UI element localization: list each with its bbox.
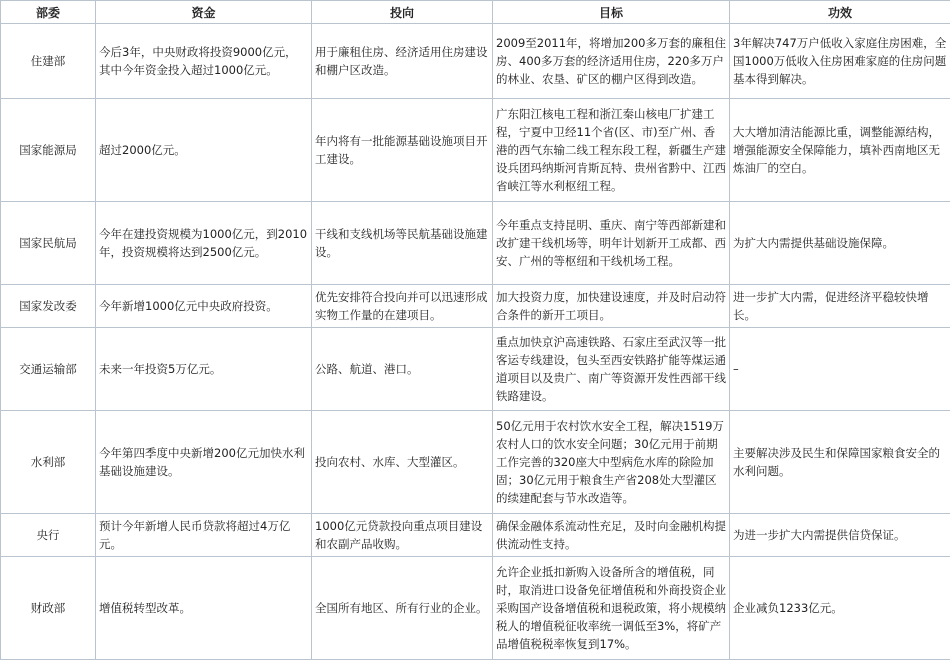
cell-effect: 为进一步扩大内需提供信贷保证。 [730,514,950,557]
cell-funds: 今年在建投资规模为1000亿元，到2010年，投资规模将达到2500亿元。 [96,202,312,285]
cell-direction: 投向农村、水库、大型灌区。 [312,411,493,514]
cell-direction: 干线和支线机场等民航基础设施建设。 [312,202,493,285]
table-row [1,557,950,660]
cell-dept: 国家民航局 [1,202,96,285]
cell-goal: 广东阳江核电工程和浙江秦山核电厂扩建工程，宁夏中卫经11个省(区、市)至广州、香港的西气东输二线工程东段工程，新疆生产建设兵团玛纳斯河肯斯瓦特、贵州省黔中、江西省峡江等水利枢纽工程。 [493,99,730,202]
cell-dept: 国家发改委 [1,285,96,328]
header-dept: 部委 [1,1,96,24]
table-row [1,285,950,328]
cell-effect: 大大增加清洁能源比重，调整能源结构，增强能源安全保障能力，填补西南地区无炼油厂的空白。 [730,99,950,202]
cell-effect: – [730,328,950,411]
cell-goal: 确保金融体系流动性充足，及时向金融机构提供流动性支持。 [493,514,730,557]
table-row [1,411,950,514]
cell-direction: 1000亿元贷款投向重点项目建设和农副产品收购。 [312,514,493,557]
cell-dept: 住建部 [1,24,96,99]
cell-goal: 允许企业抵扣新购入设备所含的增值税，同时，取消进口设备免征增值税和外商投资企业采购国产设备增值税和退税政策，将小规模纳税人的增值税征收率统一调低至3%，将矿产品增值税税率恢复到17%。 [493,557,730,660]
table-header-row [1,1,950,24]
cell-direction: 全国所有地区、所有行业的企业。 [312,557,493,660]
cell-effect: 主要解决涉及民生和保障国家粮食安全的水利问题。 [730,411,950,514]
cell-direction: 用于廉租住房、经济适用住房建设和棚户区改造。 [312,24,493,99]
cell-dept: 水利部 [1,411,96,514]
cell-dept: 财政部 [1,557,96,660]
cell-effect: 3年解决747万户低收入家庭住房困难，全国1000万低收入住房困难家庭的住房问题基本得到解决。 [730,24,950,99]
cell-dept: 交通运输部 [1,328,96,411]
header-goal: 目标 [493,1,730,24]
cell-funds: 未来一年投资5万亿元。 [96,328,312,411]
cell-funds: 超过2000亿元。 [96,99,312,202]
cell-goal: 2009至2011年，将增加200多万套的廉租住房、400多万套的经济适用住房，220多万户的林业、农垦、矿区的棚户区得到改造。 [493,24,730,99]
cell-funds: 预计今年新增人民币贷款将超过4万亿元。 [96,514,312,557]
cell-direction: 优先安排符合投向并可以迅速形成实物工作量的在建项目。 [312,285,493,328]
cell-funds: 今年第四季度中央新增200亿元加快水利基础设施建设。 [96,411,312,514]
header-direction: 投向 [312,1,493,24]
cell-goal: 50亿元用于农村饮水安全工程，解决1519万农村人口的饮水安全问题；30亿元用于前期工作完善的320座大中型病危水库的除险加固；30亿元用于粮食生产省208处大型灌区的续建配套与节水改造等。 [493,411,730,514]
cell-direction: 年内将有一批能源基础设施项目开工建设。 [312,99,493,202]
cell-goal: 今年重点支持昆明、重庆、南宁等西部新建和改扩建干线机场等，明年计划新开工成都、西安、广州的等枢纽和干线机场工程。 [493,202,730,285]
cell-direction: 公路、航道、港口。 [312,328,493,411]
cell-effect: 为扩大内需提供基础设施保障。 [730,202,950,285]
cell-dept: 国家能源局 [1,99,96,202]
table-row [1,99,950,202]
table-row [1,328,950,411]
cell-funds: 今后3年，中央财政将投资9000亿元，其中今年资金投入超过1000亿元。 [96,24,312,99]
cell-dept: 央行 [1,514,96,557]
table-row [1,202,950,285]
header-effect: 功效 [730,1,950,24]
cell-effect: 进一步扩大内需，促进经济平稳较快增长。 [730,285,950,328]
header-funds: 资金 [96,1,312,24]
table-row [1,514,950,557]
cell-funds: 今年新增1000亿元中央政府投资。 [96,285,312,328]
cell-effect: 企业减负1233亿元。 [730,557,950,660]
cell-goal: 加大投资力度，加快建设速度，并及时启动符合条件的新开工项目。 [493,285,730,328]
table-row [1,24,950,99]
cell-goal: 重点加快京沪高速铁路、石家庄至武汉等一批客运专线建设，包头至西安铁路扩能等煤运通道项目以及贵广、南广等资源开发性西部干线铁路建设。 [493,328,730,411]
cell-funds: 增值税转型改革。 [96,557,312,660]
